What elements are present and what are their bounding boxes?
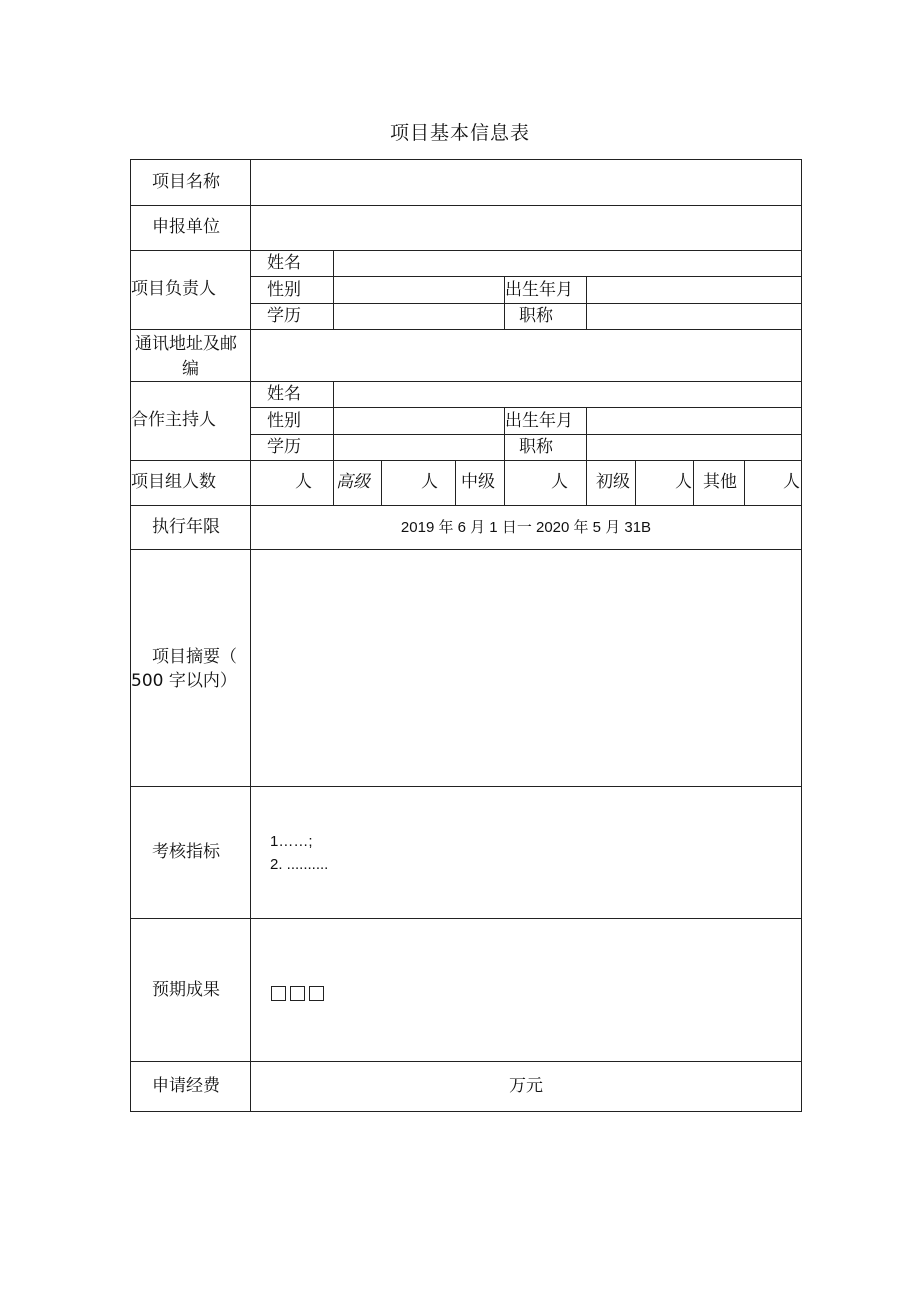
period-label: 执行年限 — [152, 517, 220, 537]
leader-edu-label: 学历 — [267, 306, 301, 326]
coleader-name-label: 姓名 — [267, 384, 301, 404]
team-total-unit: 人 — [295, 472, 312, 492]
team-col-divider — [381, 460, 382, 505]
team-other-unit: 人 — [783, 472, 800, 492]
team-other-label: 其他 — [703, 472, 737, 492]
outcome-checkbox[interactable] — [290, 986, 305, 1001]
leader-gender-label: 性别 — [267, 280, 301, 300]
coleader-title-label: 职称 — [519, 437, 553, 457]
row-line — [130, 1061, 802, 1062]
coleader-edu-label: 学历 — [267, 437, 301, 457]
outcome-checkbox[interactable] — [309, 986, 324, 1001]
indicators-label: 考核指标 — [152, 842, 220, 862]
period-value[interactable]: 2019 年 6 月 1 日一 2020 年 5 月 31B — [400, 519, 652, 536]
leader-title-label: 职称 — [519, 306, 553, 326]
team-col-divider — [455, 460, 456, 505]
applicant-unit-label: 申报单位 — [152, 217, 220, 237]
outcomes-checkboxes — [271, 983, 328, 1002]
outcomes-label: 预期成果 — [152, 980, 220, 1000]
indicators-line-2[interactable]: 2. .......... — [270, 856, 329, 873]
team-col-divider — [333, 460, 334, 505]
leader-label: 项目负责人 — [131, 279, 216, 299]
coleader-birth-field[interactable] — [587, 408, 801, 434]
applicant-unit-field[interactable] — [251, 206, 801, 250]
row-line — [130, 786, 802, 787]
funding-unit[interactable]: 万元 — [509, 1076, 543, 1096]
row-line — [130, 1111, 802, 1112]
project-name-label: 项目名称 — [152, 172, 220, 192]
team-col-divider — [693, 460, 694, 505]
leader-gender-field[interactable] — [334, 277, 504, 303]
summary-label-line2: 500 字以内） — [131, 671, 237, 691]
leader-name-label: 姓名 — [267, 253, 301, 273]
funding-label: 申请经费 — [152, 1076, 220, 1096]
summary-label-line1: 项目摘要（ — [152, 647, 237, 667]
coleader-label: 合作主持人 — [131, 410, 216, 430]
outcome-checkbox[interactable] — [271, 986, 286, 1001]
leader-birth-field[interactable] — [587, 277, 801, 303]
coleader-gender-label: 性别 — [267, 411, 301, 431]
page-title: 项目基本信息表 — [389, 122, 530, 144]
coleader-birth-label: 出生年月 — [505, 411, 573, 431]
address-label-line2: 编 — [182, 359, 199, 379]
team-col-divider — [504, 460, 505, 505]
address-label-line1: 通讯地址及邮 — [135, 334, 237, 354]
row-line — [130, 918, 802, 919]
leader-edu-field[interactable] — [334, 304, 504, 329]
border-left — [130, 159, 131, 1112]
team-junior-label: 初级 — [596, 472, 630, 492]
coleader-gender-field[interactable] — [334, 408, 504, 434]
row-line — [130, 460, 802, 461]
coleader-edu-field[interactable] — [334, 435, 504, 460]
coleader-name-field[interactable] — [334, 382, 801, 407]
leader-name-field[interactable] — [334, 251, 801, 276]
team-senior-unit: 人 — [421, 472, 438, 492]
coleader-title-field[interactable] — [587, 435, 801, 460]
leader-title-field[interactable] — [587, 304, 801, 329]
project-name-field[interactable] — [251, 160, 801, 205]
row-line — [130, 505, 802, 506]
summary-field[interactable] — [251, 550, 801, 786]
team-label: 项目组人数 — [131, 472, 216, 492]
team-col-divider — [586, 460, 587, 505]
indicators-line-1[interactable]: 1……; — [270, 833, 313, 850]
team-col-divider — [744, 460, 745, 505]
team-junior-unit: 人 — [675, 472, 692, 492]
leader-birth-label: 出生年月 — [505, 280, 573, 300]
address-field[interactable] — [251, 330, 801, 381]
team-col-divider — [635, 460, 636, 505]
team-senior-label: 高级 — [336, 472, 370, 492]
team-middle-label: 中级 — [461, 472, 495, 492]
border-right — [801, 159, 802, 1112]
team-middle-unit: 人 — [551, 472, 568, 492]
